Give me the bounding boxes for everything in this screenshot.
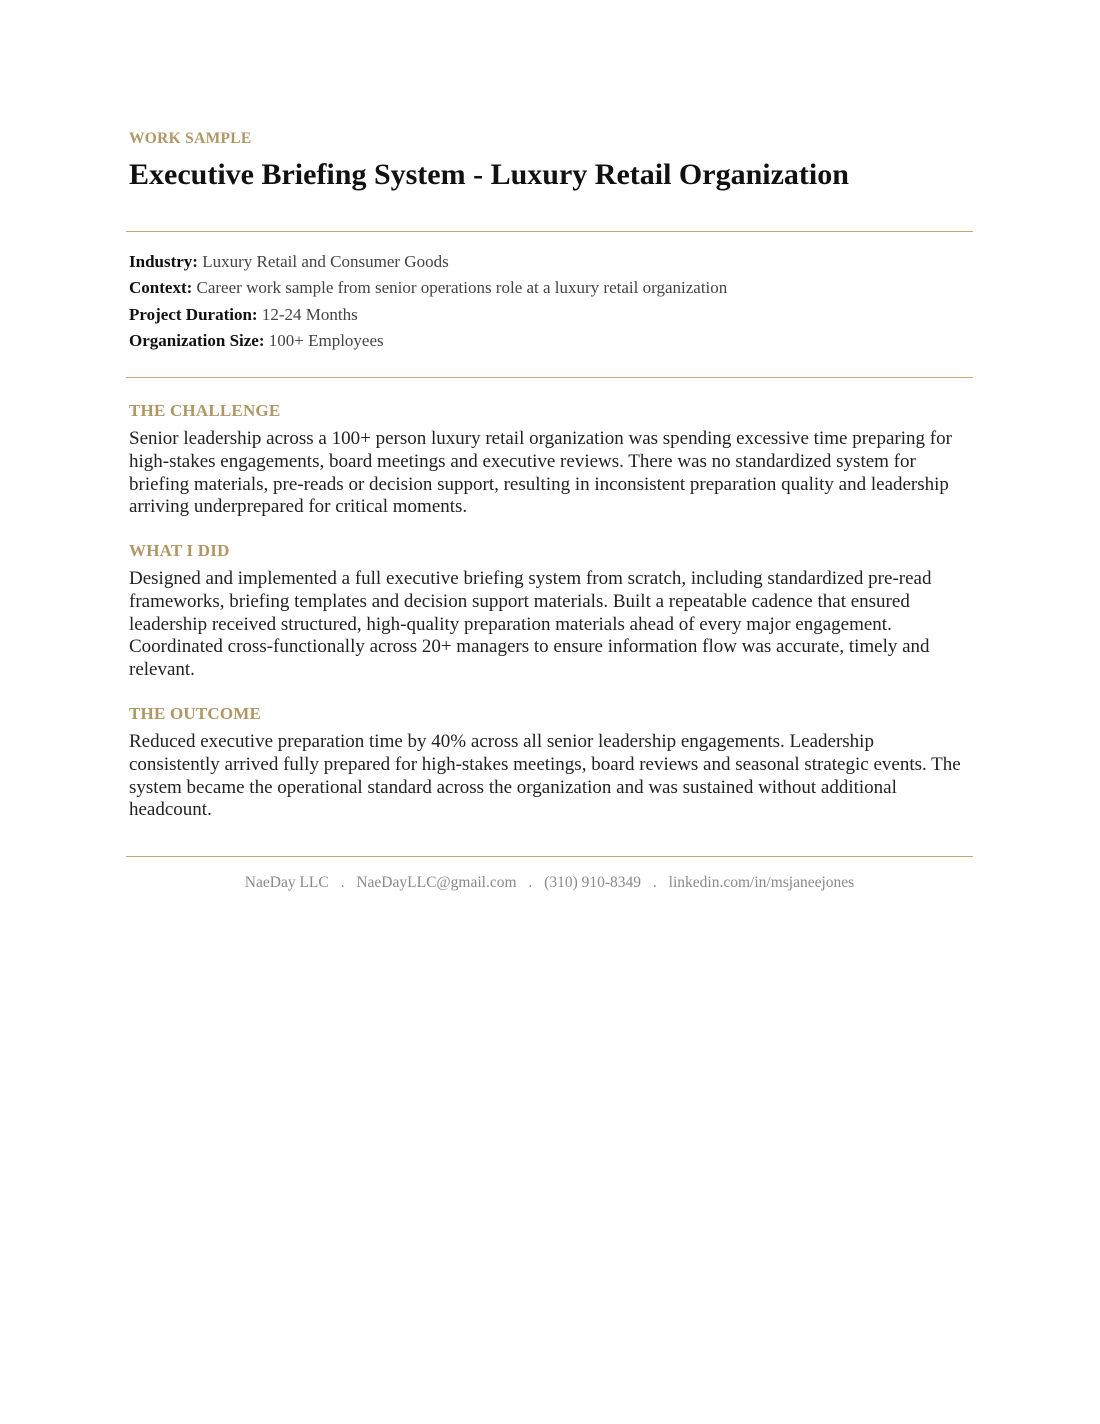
divider-top [126, 231, 973, 232]
footer-separator: . [652, 874, 657, 891]
meta-context-value: Career work sample from senior operations role at a luxury retail organization [196, 278, 728, 298]
contact-footer [126, 874, 973, 892]
challenge-heading: THE CHALLENGE [129, 401, 281, 420]
meta-context-label: Context: [129, 278, 193, 298]
meta-industry-value: Luxury Retail and Consumer Goods [202, 252, 449, 271]
meta-context [129, 275, 727, 301]
footer-separator: . [340, 874, 345, 891]
challenge-body: Senior leadership across a 100+ person luxury retail organization was spending excessive time preparing for high-stakes engagements, board meetings and executive reviews. There was no standardized system for briefing materials, pre-reads or decision support, resulting in inconsistent preparation quality and leadership arriving underprepared for critical moments. [129, 428, 952, 518]
page-title: Executive Briefing System - Luxury Retail Organization [129, 158, 849, 191]
footer-email[interactable]: NaeDayLLC@gmail.com [356, 874, 517, 891]
footer-linkedin[interactable]: linkedin.com/in/msjaneejones [668, 874, 855, 891]
what-i-did-heading: WHAT I DID [129, 541, 230, 560]
outcome-heading: THE OUTCOME [129, 704, 262, 723]
footer-company: NaeDay LLC [244, 874, 329, 891]
divider-meta [126, 377, 973, 378]
meta-industry [129, 249, 727, 275]
divider-footer [126, 856, 973, 857]
meta-industry-label: Industry: [129, 252, 198, 271]
meta-duration-value: 12-24 Months [261, 304, 358, 324]
meta-size-label: Organization Size: [129, 330, 265, 350]
footer-separator: . [528, 874, 533, 891]
footer-phone[interactable]: (310) 910-8349 [544, 874, 642, 891]
meta-duration-label: Project Duration: [129, 304, 258, 324]
meta-size [129, 328, 727, 354]
eyebrow-label: WORK SAMPLE [129, 130, 252, 147]
project-meta [129, 249, 727, 354]
meta-size-value: 100+ Employees [268, 330, 384, 350]
outcome-body: Reduced executive preparation time by 40% across all senior leadership engagements. Leadership consistently arrived fully prepared for high-stakes meetings, board reviews and seasonal strategic events. The system became the operational standard across the organization and was sustained without additional headcount. [129, 731, 961, 821]
meta-duration [129, 302, 727, 328]
what-i-did-body: Designed and implemented a full executive briefing system from scratch, including standardized pre-read frameworks, briefing templates and decision support materials. Built a repeatable cadence that ensured leadership received structured, high-quality preparation materials ahead of every major engagement. Coordinated cross-functionally across 20+ managers to ensure information flow was accurate, timely and relevant. [129, 568, 932, 681]
